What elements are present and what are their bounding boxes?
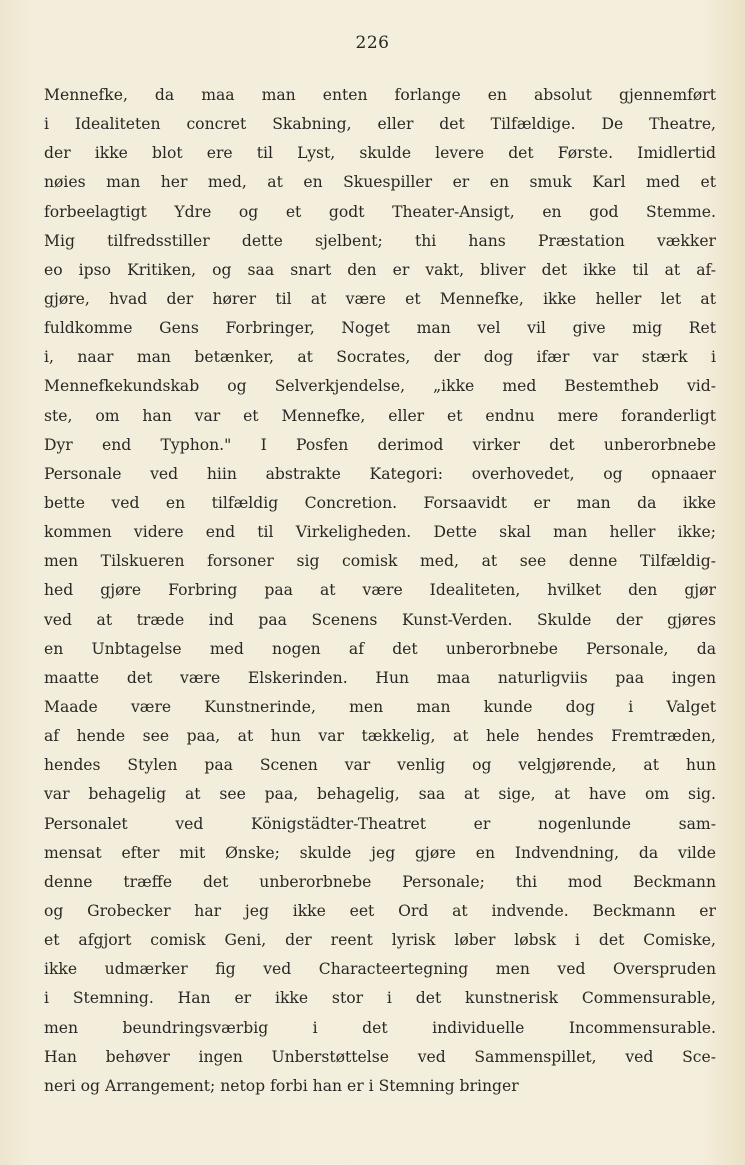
text-line: ikke udmærker fig ved Characteertegning men ved Overspruden xyxy=(44,960,716,979)
text-line: men Tilskueren forsoner sig comisk med, at see denne Tilfældig- xyxy=(44,552,716,571)
text-line: ste, om han var et Mennefke, eller et endnu mere foranderligt xyxy=(44,406,716,425)
text-line: der ikke blot ere til Lyst, skulde levere det Første. Imidlertid xyxy=(44,144,716,163)
text-line: i Idealiteten concret Skabning, eller det Tilfældige. De Theatre, xyxy=(44,115,716,134)
text-line: Han behøver ingen Unberstøttelse ved Sammenspillet, ved Sce- xyxy=(44,1047,716,1066)
text-line: eo ipso Kritiken, og saa snart den er vakt, bliver det ikke til at af- xyxy=(44,260,716,279)
text-line: en Unbtagelse med nogen af det unberorbnebe Personale, da xyxy=(44,639,716,658)
text-line: forbeelagtigt Ydre og et godt Theater-Ansigt, en god Stemme. xyxy=(44,202,716,221)
text-line: Dyr end Typhon." I Posfen derimod virker det unberorbnebe xyxy=(44,435,716,454)
text-line: Personale ved hiin abstrakte Kategori: overhovedet, og opnaaer xyxy=(44,464,716,483)
text-line: gjøre, hvad der hører til at være et Mennefke, ikke heller let at xyxy=(44,289,716,308)
text-line: et afgjort comisk Geni, der reent lyrisk løber løbsk i det Comiske, xyxy=(44,931,716,950)
text-line: hed gjøre Forbring paa at være Idealiteten, hvilket den gjør xyxy=(44,581,716,600)
text-line: nøies man her med, at en Skuespiller er en smuk Karl med et xyxy=(44,173,716,192)
text-line: Maade være Kunstnerinde, men man kunde dog i Valget xyxy=(44,697,716,716)
text-line: men beundringsværbig i det individuelle Incommensurable. xyxy=(44,1018,716,1037)
text-line: var behagelig at see paa, behagelig, saa at sige, at have om sig. xyxy=(44,785,716,804)
text-line: Mig tilfredsstiller dette sjelbent; thi hans Præstation vækker xyxy=(44,231,716,250)
text-line: Mennefke, da maa man enten forlange en absolut gjennemført xyxy=(44,86,716,104)
text-line: mensat efter mit Ønske; skulde jeg gjøre en Indvendning, da vilde xyxy=(44,843,716,862)
text-line: kommen videre end til Virkeligheden. Dette skal man heller ikke; xyxy=(44,523,716,542)
text-line: Mennefkekundskab og Selverkjendelse, „ikke med Bestemtheb vid- xyxy=(44,377,716,396)
text-line: denne træffe det unberorbnebe Personale; thi mod Beckmann xyxy=(44,872,716,891)
text-line: maatte det være Elskerinden. Hun maa naturligviis paa ingen xyxy=(44,668,716,687)
text-line: hendes Stylen paa Scenen var venlig og velgjørende, at hun xyxy=(44,756,716,775)
text-line: og Grobecker har jeg ikke eet Ord at indvende. Beckmann er xyxy=(44,901,716,920)
text-line: i Stemning. Han er ikke stor i det kunstnerisk Commensurable, xyxy=(44,989,716,1008)
page-number: 226 xyxy=(355,33,390,53)
text-line: af hende see paa, at hun var tækkelig, at hele hendes Fremtræden, xyxy=(44,727,716,746)
text-line: neri og Arrangement; netop forbi han er i Stemning bringer xyxy=(44,1076,519,1095)
text-line: i, naar man betænker, at Socrates, der dog ifær var stærk i xyxy=(44,348,716,367)
text-line: fuldkomme Gens Forbringer, Noget man vel vil give mig Ret xyxy=(44,319,716,338)
text-line: bette ved en tilfældig Concretion. Forsaavidt er man da ikke xyxy=(44,493,716,512)
body-text xyxy=(44,81,716,1101)
text-line: ved at træde ind paa Scenens Kunst-Verden. Skulde der gjøres xyxy=(44,610,716,629)
text-line: Personalet ved Königstädter-Theatret er nogenlunde sam- xyxy=(44,814,716,833)
